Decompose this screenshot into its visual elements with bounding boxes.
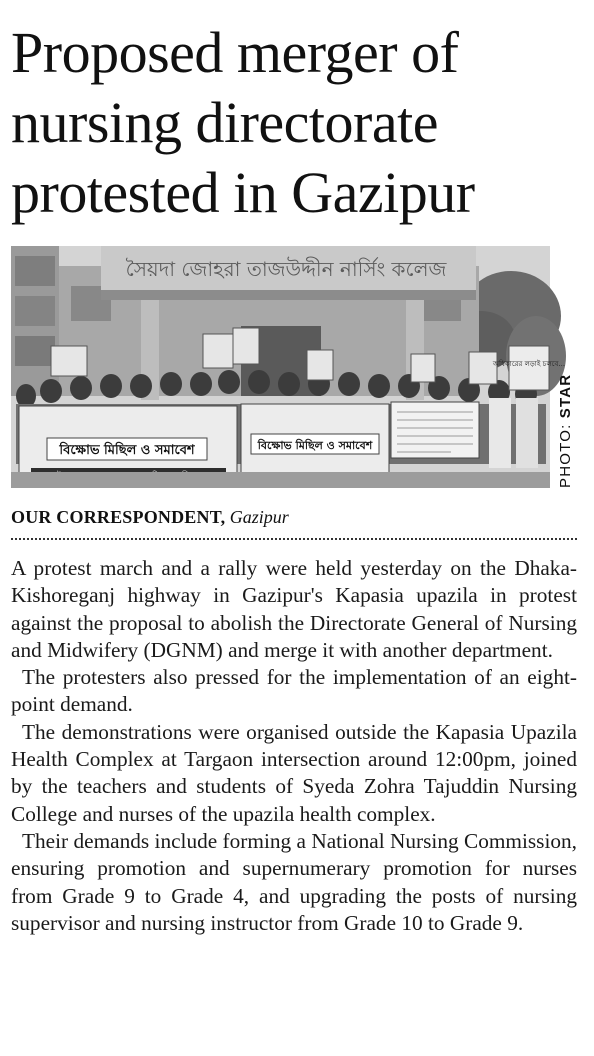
photo-credit-source: STAR xyxy=(557,373,574,419)
article-paragraph: A protest march and a rally were held yesterday on the Dhaka-Kishoreganj highway in Gazipur's Kapasia upazila in protest against the proposal to abolish the Directorate General of Nursing and Midwifery (DGNM) and merge it with another department. xyxy=(11,556,577,662)
headline: Proposed merger of nursing directorate protested in Gazipur xyxy=(11,20,475,225)
byline-place: Gazipur xyxy=(229,507,289,527)
byline-name: OUR CORRESPONDENT, xyxy=(11,507,226,527)
photo-credit-prefix: PHOTO: xyxy=(557,423,574,488)
dotted-divider xyxy=(11,538,577,540)
byline xyxy=(11,505,289,529)
photo-credit xyxy=(557,374,574,488)
article-paragraph: The protesters also pressed for the implementation of an eight-point demand. xyxy=(11,665,577,717)
article-body xyxy=(11,555,577,937)
banner-left-title: বিক্ষোভ মিছিল ও সমাবেশ xyxy=(59,443,195,458)
placard-right: অধিকারের লড়াই চলবে... xyxy=(492,360,566,368)
banner-middle-title: বিক্ষোভ মিছিল ও সমাবেশ xyxy=(257,439,373,452)
article-paragraph: Their demands include forming a National Nursing Commission, ensuring promotion and supernumerary promotion for nurses from Grade 9 to Grade 4, and upgrading the posts of nursing supervisor and nursing instructor from Grade 10 to Grade 9. xyxy=(11,828,577,935)
building-sign: সৈয়দা জোহরা তাজউদ্দীন নার্সিং কলেজ xyxy=(125,257,447,281)
article-paragraph: The demonstrations were organised outside the Kapasia Upazila Health Complex at Targaon intersection around 12:00pm, joined by the teachers and students of Syeda Zohra Tajuddin Nursing College and nurses of the upazila health complex. xyxy=(11,719,577,826)
